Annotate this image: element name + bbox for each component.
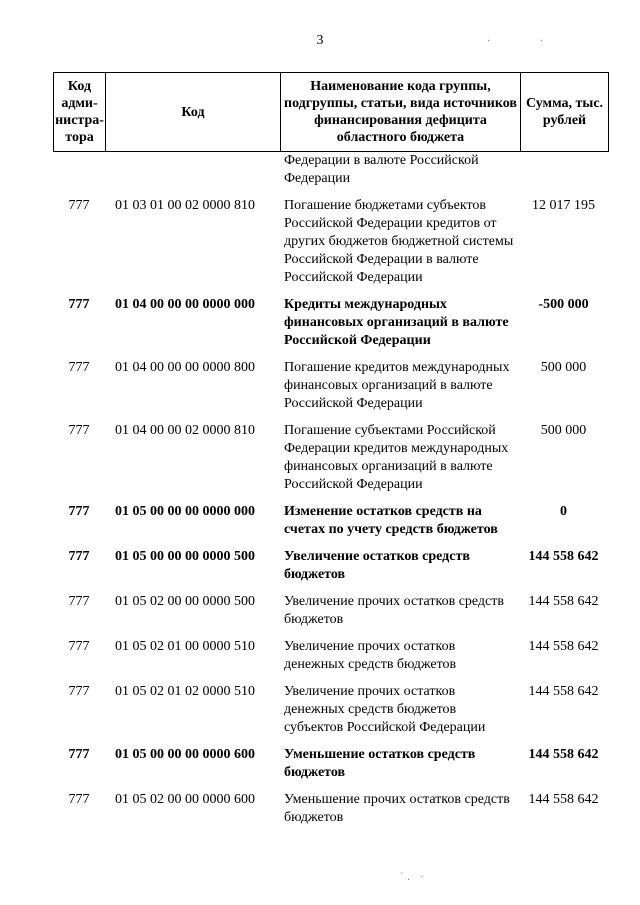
row-code: 01 03 01 00 02 0000 810 [115, 198, 255, 213]
header-amount: Сумма, тыс. рублей [525, 96, 604, 128]
row-amount: 500 000 [540, 360, 587, 375]
scan-speck: · [487, 36, 491, 47]
row-admin-code: 777 [68, 594, 90, 609]
row-admin-code: 777 [68, 549, 90, 564]
table-row [53, 791, 609, 827]
row-amount: 144 558 642 [528, 792, 599, 807]
row-name: Увеличение прочих остатков денежных средств бюджетов субъектов Российской Федерации [284, 684, 486, 735]
row-amount: -500 000 [538, 297, 589, 312]
row-amount: 0 [560, 504, 567, 519]
table-row [53, 197, 609, 287]
row-code: 01 05 00 00 00 0000 500 [115, 549, 255, 564]
row-name: Уменьшение остатков средств бюджетов [284, 747, 476, 780]
row-admin-code: 777 [68, 198, 90, 213]
row-code: 01 04 00 00 00 0000 000 [115, 297, 255, 312]
table-row [53, 296, 609, 350]
row-name: Увеличение прочих остатков средств бюджетов [284, 594, 505, 627]
table-row [53, 593, 609, 629]
row-code: 01 04 00 00 02 0000 810 [115, 423, 255, 438]
table-header [53, 72, 609, 152]
row-admin-code [53, 152, 105, 188]
row-code: 01 05 00 00 00 0000 600 [115, 747, 255, 762]
header-admin-code: Код адми-нистра-тора [54, 73, 106, 151]
budget-sources-table [53, 72, 609, 827]
row-code: 01 05 02 01 00 0000 510 [115, 639, 255, 654]
row-code: 01 05 02 01 02 0000 510 [115, 684, 255, 699]
row-name: Увеличение остатков средств бюджетов [284, 549, 470, 582]
row-admin-code: 777 [68, 423, 90, 438]
scan-speck: `. · [400, 872, 428, 883]
row-admin-code: 777 [68, 639, 90, 654]
row-name: Увеличение прочих остатков денежных средств бюджетов [284, 639, 457, 672]
row-amount: 144 558 642 [528, 747, 599, 762]
row-code: 01 04 00 00 00 0000 800 [115, 360, 255, 375]
row-code: 01 05 00 00 00 0000 000 [115, 504, 255, 519]
table-row [53, 503, 609, 539]
row-amount: 144 558 642 [528, 549, 599, 564]
row-amount: 500 000 [540, 423, 587, 438]
row-amount [520, 152, 607, 188]
row-admin-code: 777 [68, 297, 90, 312]
page-number: 3 [316, 33, 324, 48]
row-amount: 144 558 642 [528, 639, 599, 654]
row-code [105, 152, 280, 188]
table-row [53, 548, 609, 584]
row-name: Федерации в валюте Российской Федерации [284, 153, 479, 186]
row-admin-code: 777 [68, 792, 90, 807]
row-name: Изменение остатков средств на счетах по учету средств бюджетов [284, 504, 498, 537]
row-name: Уменьшение прочих остатков средств бюджетов [284, 792, 510, 825]
row-admin-code: 777 [68, 360, 90, 375]
table-row [53, 422, 609, 494]
row-admin-code: 777 [68, 747, 90, 762]
table-body [53, 152, 609, 827]
table-row [53, 683, 609, 737]
row-amount: 144 558 642 [528, 594, 599, 609]
table-row [53, 746, 609, 782]
row-name: Погашение кредитов международных финансовых организаций в валюте Российской Федерации [284, 360, 510, 411]
header-code: Код [106, 73, 281, 151]
row-amount: 12 017 195 [532, 198, 595, 213]
row-amount: 144 558 642 [528, 684, 599, 699]
row-code: 01 05 02 00 00 0000 600 [115, 792, 255, 807]
row-name: Погашение бюджетами субъектов Российской Федерации кредитов от других бюджетов бюджетной системы Российской Федерации в валюте Российской Федерации [284, 198, 514, 285]
table-row [53, 638, 609, 674]
row-code: 01 05 02 00 00 0000 500 [115, 594, 255, 609]
scan-speck: · [540, 36, 544, 47]
table-row [53, 152, 609, 188]
row-admin-code: 777 [68, 504, 90, 519]
row-name: Кредиты международных финансовых организаций в валюте Российской Федерации [284, 297, 509, 348]
row-name: Погашение субъектами Российской Федерации кредитов международных финансовых организаций в валюте Российской Федерации [284, 423, 509, 492]
row-admin-code: 777 [68, 684, 90, 699]
header-name: Наименование кода группы, подгруппы, статьи, вида источников финансирования дефицита областного бюджета [281, 73, 521, 151]
table-row [53, 359, 609, 413]
